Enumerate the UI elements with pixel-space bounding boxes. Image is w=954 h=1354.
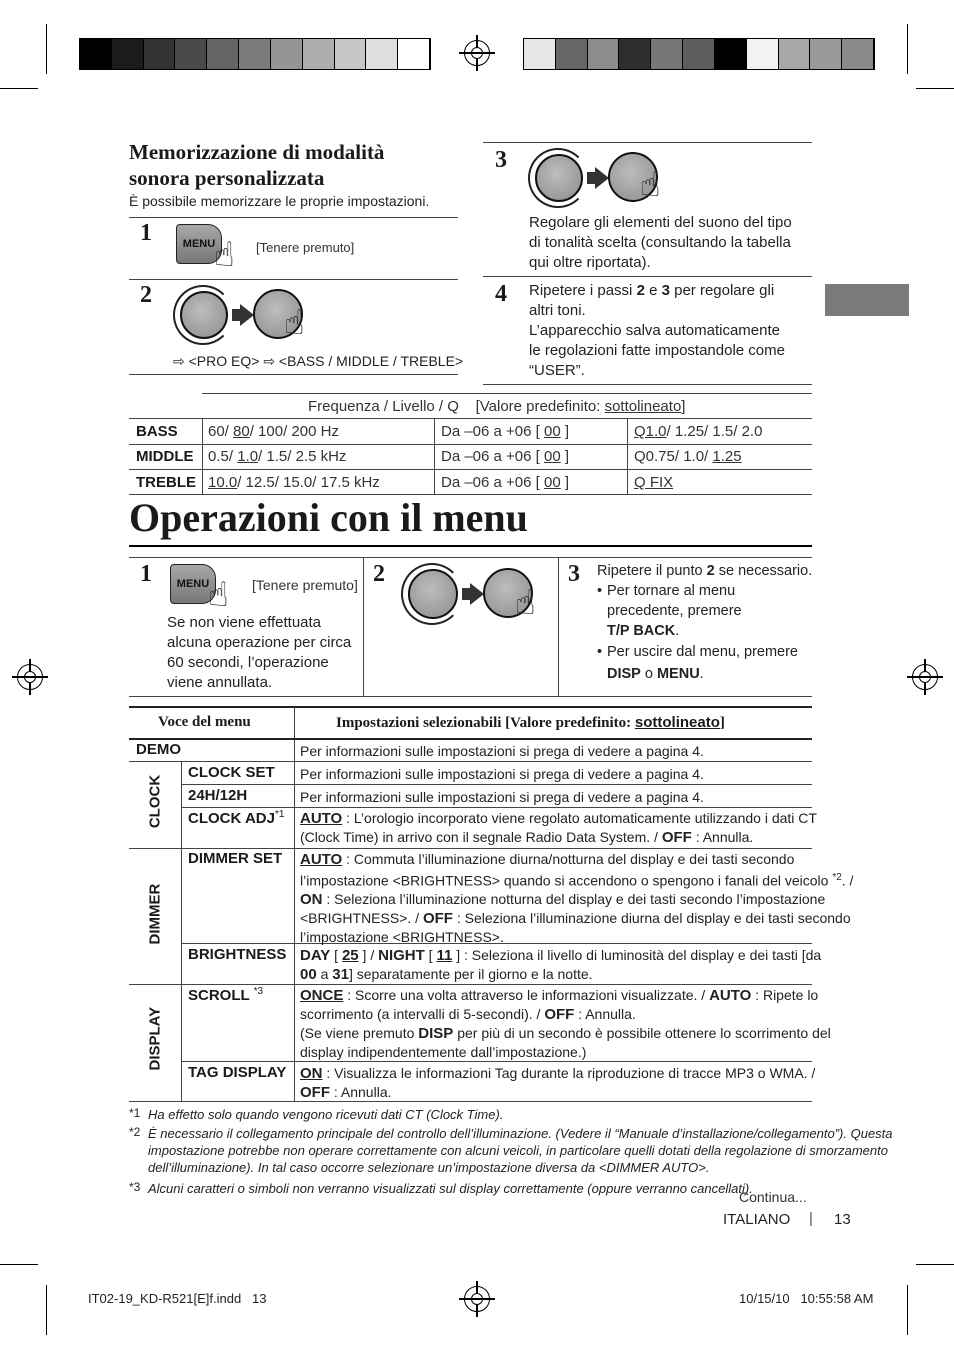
section-title: Memorizzazione di modalità sonora personalizzata — [129, 140, 385, 190]
color-swatch — [175, 39, 207, 69]
registration-mark-right — [912, 664, 938, 690]
registration-mark-bottom — [464, 1286, 490, 1312]
arrow-right-icon — [240, 304, 254, 326]
color-swatch — [556, 39, 588, 69]
slug-filename: IT02-19_KD-R521[E]f.indd 13 — [88, 1291, 267, 1306]
continue-label: Continua... — [739, 1189, 807, 1205]
step-number: 1 — [140, 561, 152, 587]
color-swatch — [683, 39, 715, 69]
group-label-dimmer: DIMMER — [146, 883, 164, 945]
color-swatch — [619, 39, 651, 69]
language-label: ITALIANO — [723, 1211, 791, 1228]
step3-text: Regolare gli elementi del suono del tipo di tonalità scelta (consultando la tabella qui oltre riportata). — [529, 214, 792, 271]
step-number: 4 — [495, 281, 507, 307]
column-header-settings: Impostazioni selezionabili [Valore predefinito: sottolineato] — [336, 714, 725, 731]
hold-label: [Tenere premuto] — [256, 240, 355, 255]
menu-button[interactable]: MENU — [170, 564, 216, 604]
footer-separator: | — [809, 1210, 813, 1227]
hold-label: [Tenere premuto] — [252, 577, 358, 593]
eq-table-header: Frequenza / Livello / Q [Valore predefinito: sottolineato] — [308, 398, 686, 415]
color-swatch — [112, 39, 144, 69]
pressing-hand-icon: ☝ — [515, 584, 536, 622]
page-number: 13 — [834, 1211, 851, 1228]
color-swatch — [207, 39, 239, 69]
slug-timestamp: 10/15/10 10:55:58 AM — [739, 1291, 874, 1306]
color-swatch — [524, 39, 556, 69]
menu-path: ⇨ <PRO EQ> ⇨ <BASS / MIDDLE / TREBLE> — [173, 353, 464, 369]
pointing-hand-icon: ☝ — [208, 576, 229, 614]
pressing-hand-icon: ☝ — [284, 304, 305, 342]
step-number: 2 — [373, 561, 385, 587]
color-swatch — [335, 39, 367, 69]
menu-button[interactable]: MENU — [176, 224, 222, 264]
color-bar-left — [79, 38, 431, 70]
step-number: 1 — [140, 220, 152, 246]
color-swatch — [747, 39, 779, 69]
color-swatch — [779, 39, 811, 69]
group-label-display: DISPLAY — [146, 1006, 164, 1071]
color-swatch — [144, 39, 176, 69]
color-swatch — [810, 39, 842, 69]
color-swatch — [239, 39, 271, 69]
page-title: Operazioni con il menu — [129, 495, 528, 540]
control-dial-icon[interactable] — [180, 291, 228, 339]
step-number: 3 — [568, 561, 580, 587]
step4-text: Ripetere i passi 2 e 3 per regolare gli altri toni. L’apparecchio salva automaticamente le regolazioni fatte impostandole come “USER”. — [529, 282, 785, 379]
column-header-menu-item: Voce del menu — [158, 714, 251, 730]
arrow-right-icon — [470, 583, 484, 605]
color-swatch — [398, 39, 430, 69]
group-label-clock: CLOCK — [146, 774, 164, 829]
registration-mark-top — [464, 40, 490, 66]
control-dial-icon[interactable] — [408, 569, 458, 619]
color-swatch — [366, 39, 398, 69]
arrow-right-icon — [595, 167, 609, 189]
language-tab — [825, 284, 909, 316]
pressing-hand-icon: ☝ — [640, 166, 661, 204]
section-intro: È possibile memorizzare le proprie impostazioni. — [129, 193, 430, 209]
step-number: 2 — [140, 282, 152, 308]
color-bar-right — [523, 38, 875, 70]
color-swatch — [271, 39, 303, 69]
control-dial-icon[interactable] — [535, 154, 583, 202]
color-swatch — [651, 39, 683, 69]
color-swatch — [80, 39, 112, 69]
color-swatch — [588, 39, 620, 69]
step-number: 3 — [495, 147, 507, 173]
color-swatch — [303, 39, 335, 69]
color-swatch — [842, 39, 874, 69]
pointing-hand-icon: ☝ — [214, 236, 235, 274]
color-swatch — [715, 39, 747, 69]
registration-mark-left — [17, 664, 43, 690]
timeout-note: Se non viene effettuata alcuna operazione per circa 60 secondi, l’operazione viene annullata. — [167, 614, 352, 691]
step3-instructions: Ripetere il punto 2 se necessario. • Per tornare al menu precedente, premere T/P BACK. • Per uscire dal menu, premere DISP o MENU. — [597, 563, 813, 682]
